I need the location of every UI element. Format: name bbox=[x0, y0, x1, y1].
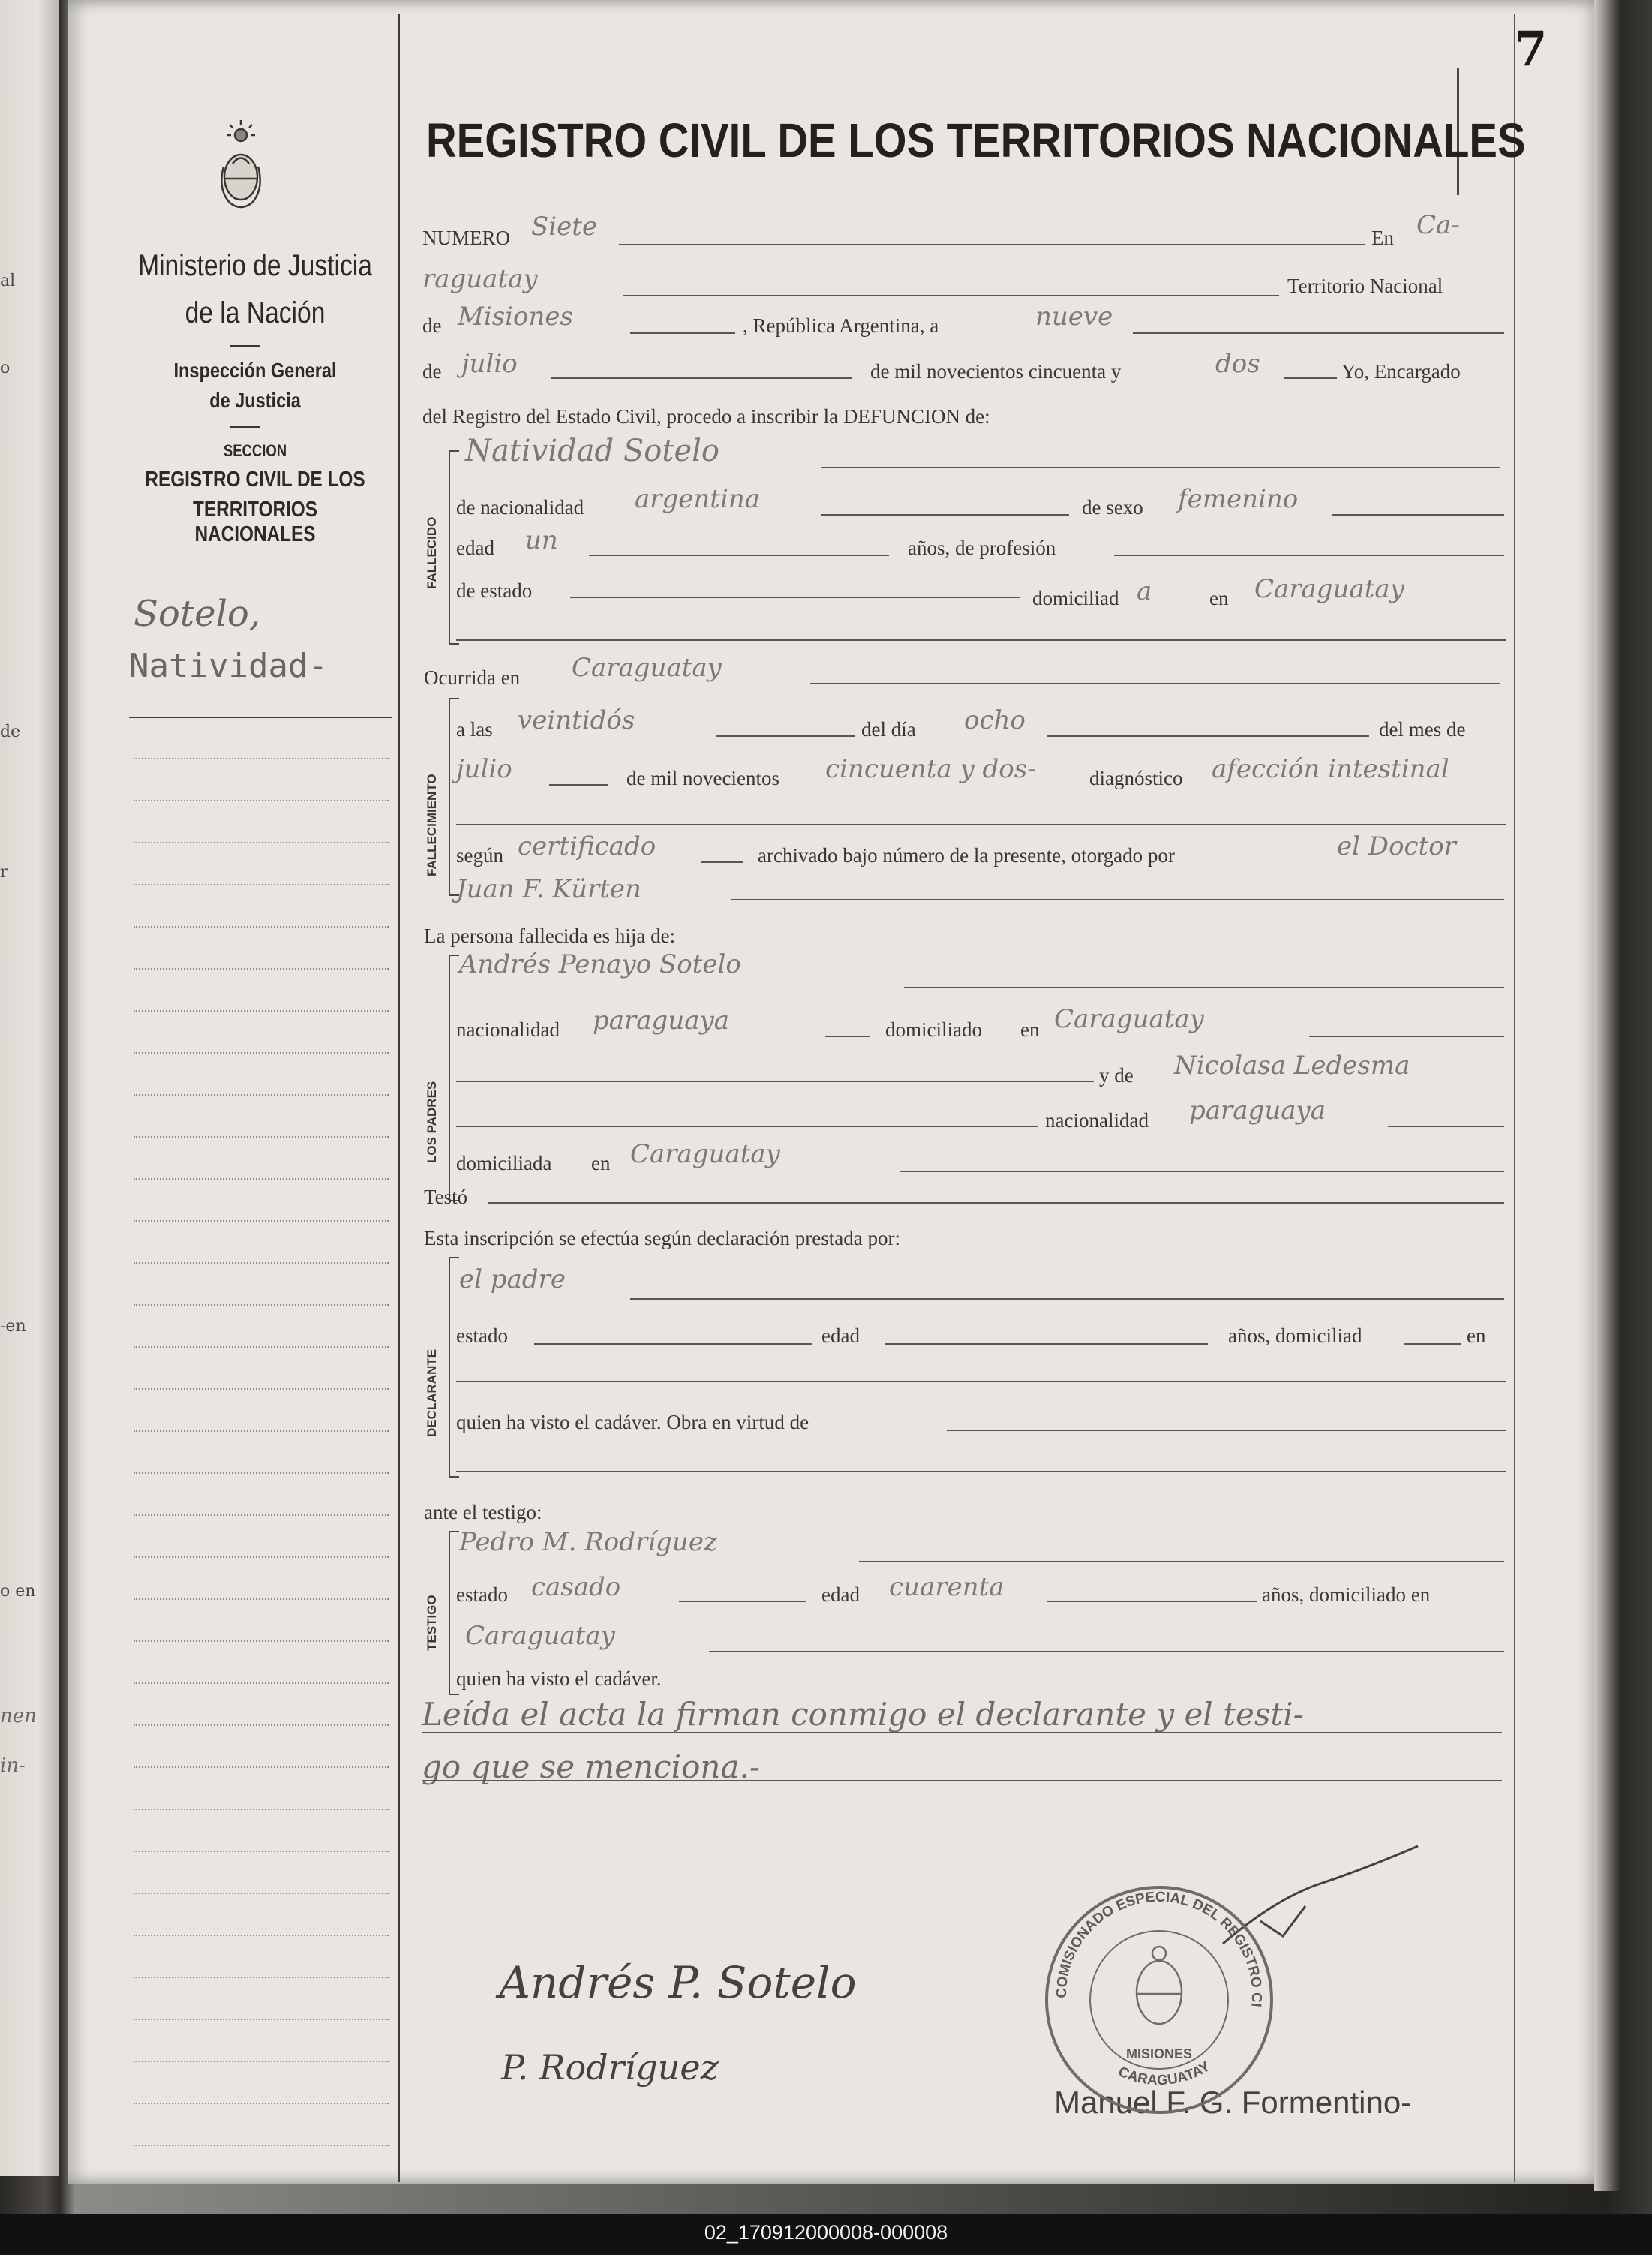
margin-ruled-line bbox=[134, 1724, 389, 1726]
officer-signature: Manuel F. G. Formentino- bbox=[1054, 2085, 1412, 2120]
anos-label: años, de profesión bbox=[908, 537, 1056, 559]
margin-ruled-line bbox=[134, 1262, 389, 1264]
fill-line bbox=[549, 784, 608, 786]
de-label: de bbox=[422, 360, 442, 383]
father-name: Andrés Penayo Sotelo bbox=[459, 949, 741, 979]
estado-label: de estado bbox=[456, 579, 533, 602]
margin-ruled-line bbox=[134, 1977, 389, 1978]
margin-ruled-line bbox=[134, 1178, 389, 1180]
margin-ruled-line bbox=[134, 758, 389, 759]
year-text-label: de mil novecientos cincuenta y bbox=[870, 360, 1122, 383]
left-page-fragment: o bbox=[0, 359, 11, 377]
margin-ruled-line bbox=[134, 926, 389, 928]
section-label-fallecido: FALLECIDO bbox=[425, 516, 439, 589]
y-de-label: y de bbox=[1099, 1064, 1134, 1087]
margin-ruled-line bbox=[134, 1682, 389, 1684]
fill-line bbox=[1047, 1601, 1257, 1602]
fill-line bbox=[570, 597, 1020, 598]
margin-ruled-line bbox=[134, 1766, 389, 1768]
margin-ruled-line bbox=[134, 1220, 389, 1222]
margin-ruled-line bbox=[134, 1598, 389, 1600]
ocurrida-value: Caraguatay bbox=[572, 653, 722, 683]
section-name: TERRITORIOS NACIONALES bbox=[192, 498, 318, 546]
anos-label: años, domiciliad bbox=[1228, 1324, 1362, 1347]
closing-text: Leída el acta la firman conmigo el declarante y el testi- bbox=[422, 1696, 1304, 1733]
ministry-name: Ministerio de Justicia bbox=[138, 249, 372, 282]
edad-label: edad bbox=[821, 1324, 860, 1347]
declarant-name: el padre bbox=[459, 1264, 566, 1294]
section-label-fallecimiento: FALLECIMIENTO bbox=[425, 774, 439, 876]
diagnostico-value: afección intestinal bbox=[1212, 754, 1449, 784]
page-number: 7 bbox=[1514, 21, 1548, 77]
stamp-text-top: COMISIONADO ESPECIAL DEL REGISTRO CI bbox=[1053, 1889, 1265, 2008]
day-value: nueve bbox=[1035, 302, 1113, 332]
inscripcion-label: Esta inscripción se efectúa según declaración prestada por: bbox=[424, 1227, 900, 1249]
fill-line bbox=[709, 1651, 1504, 1652]
margin-ruled-line bbox=[134, 1010, 389, 1012]
margin-ruled-line bbox=[134, 1052, 389, 1054]
dia-value: ocho bbox=[964, 705, 1026, 735]
en-label: en bbox=[1209, 587, 1229, 609]
left-page-fragment: de bbox=[0, 723, 21, 741]
page-title: REGISTRO CIVIL DE LOS TERRITORIOS NACIONALES bbox=[426, 113, 1526, 167]
edad-label: edad bbox=[456, 537, 494, 559]
domicilio-value: Caraguatay bbox=[1254, 574, 1404, 604]
en-label: en bbox=[1020, 1018, 1040, 1041]
margin-ruled-line bbox=[134, 842, 389, 843]
nacionalidad-label: de nacionalidad bbox=[456, 496, 584, 519]
mother-domicilio: Caraguatay bbox=[630, 1139, 780, 1169]
en-label: en bbox=[591, 1152, 611, 1174]
svg-text:COMISIONADO ESPECIAL DEL REGIS bbox=[1039, 1880, 1264, 2008]
diagnostico-label: diagnóstico bbox=[1089, 767, 1183, 789]
fill-line bbox=[947, 1430, 1506, 1431]
margin-ruled-line bbox=[134, 884, 389, 885]
fill-line bbox=[456, 1126, 1038, 1127]
left-page-fragment: r bbox=[0, 863, 8, 882]
section-label: SECCION bbox=[223, 441, 287, 460]
margin-rule bbox=[398, 14, 400, 2182]
visto-label: quien ha visto el cadáver. bbox=[456, 1667, 662, 1690]
image-caption: 02_170912000008-000008 bbox=[704, 2221, 948, 2244]
margin-ruled-line bbox=[134, 800, 389, 801]
archivado-label: archivado bajo número de la presente, otorgado por bbox=[758, 844, 1175, 867]
fill-line bbox=[422, 1732, 1502, 1733]
anio-value: cincuenta y dos- bbox=[825, 754, 1036, 784]
left-page-fragment: in- bbox=[0, 1754, 26, 1777]
left-page-fragment: -en bbox=[0, 1317, 26, 1336]
fill-line bbox=[1114, 555, 1504, 556]
fill-line bbox=[456, 1081, 1094, 1082]
section-name: REGISTRO CIVIL DE LOS bbox=[145, 468, 365, 492]
ocurrida-label: Ocurrida en bbox=[424, 666, 521, 689]
mother-nacionalidad: paraguaya bbox=[1189, 1096, 1326, 1126]
fill-line bbox=[1133, 332, 1504, 334]
segun-value: certificado bbox=[518, 831, 656, 861]
fill-line bbox=[456, 1381, 1506, 1382]
year-value: dos bbox=[1215, 349, 1260, 379]
margin-ruled-line bbox=[134, 1851, 389, 1852]
fill-line bbox=[810, 683, 1500, 684]
fill-line bbox=[716, 735, 855, 737]
left-page-fragment: nen bbox=[0, 1705, 37, 1727]
registro-label: del Registro del Estado Civil, procedo a inscribir la DEFUNCION de: bbox=[422, 405, 990, 428]
fill-line bbox=[900, 1171, 1504, 1172]
place-value: Ca- bbox=[1416, 210, 1460, 240]
margin-ruled-line bbox=[134, 1640, 389, 1642]
margin-ruled-line bbox=[134, 1346, 389, 1348]
margin-ruled-line bbox=[134, 2145, 389, 2146]
month-value: julio bbox=[461, 349, 518, 379]
fill-line bbox=[456, 639, 1506, 641]
margin-ruled-line bbox=[134, 1935, 389, 1936]
left-page-fragment: al bbox=[0, 272, 16, 290]
fill-line bbox=[701, 861, 743, 863]
section-bracket bbox=[449, 1257, 459, 1478]
fill-line bbox=[904, 987, 1504, 988]
declarant-signature: Andrés P. Sotelo bbox=[499, 1957, 857, 2008]
section-label-testigo: TESTIGO bbox=[425, 1595, 439, 1651]
hija-label: La persona fallecida es hija de: bbox=[424, 925, 676, 947]
stamp-text-bottom: CARAGUATAY bbox=[1116, 2058, 1213, 2089]
fill-line bbox=[630, 1298, 1504, 1300]
domiciliada-label: domiciliada bbox=[456, 1152, 552, 1174]
fill-line bbox=[885, 1343, 1208, 1345]
section-label-padres: LOS PADRES bbox=[425, 1081, 439, 1163]
right-rule bbox=[1514, 14, 1515, 2182]
divider bbox=[230, 345, 260, 347]
national-coat-of-arms bbox=[216, 119, 266, 224]
ministry-division: Inspección General bbox=[173, 359, 337, 382]
domiciliado-label: domiciliado bbox=[885, 1018, 982, 1041]
estado-label: estado bbox=[456, 1583, 508, 1606]
visto-label: quien ha visto el cadáver. Obra en virtud de bbox=[456, 1411, 809, 1433]
margin-ruled-line bbox=[134, 2019, 389, 2020]
fill-line bbox=[630, 332, 735, 334]
fill-line bbox=[551, 377, 852, 379]
nacionalidad-label: nacionalidad bbox=[456, 1018, 560, 1041]
witness-estado: casado bbox=[531, 1572, 621, 1602]
fill-line bbox=[488, 1202, 1504, 1204]
closing-text: go que se menciona.- bbox=[422, 1748, 761, 1785]
de-label: de bbox=[422, 314, 442, 337]
mother-name: Nicolasa Ledesma bbox=[1174, 1051, 1410, 1081]
territorio-label: Territorio Nacional bbox=[1287, 275, 1443, 297]
numero-value: Siete bbox=[531, 212, 598, 242]
margin-ruled-line bbox=[134, 1809, 389, 1810]
margin-ruled-line bbox=[134, 1304, 389, 1306]
margin-ruled-line bbox=[134, 1514, 389, 1516]
witness-edad: cuarenta bbox=[889, 1572, 1005, 1602]
numero-label: NUMERO bbox=[422, 227, 511, 249]
witness-domicilio: Caraguatay bbox=[465, 1621, 615, 1651]
registry-stamp bbox=[1039, 1880, 1279, 2120]
margin-ruled-line bbox=[134, 1136, 389, 1138]
fill-line bbox=[1388, 1126, 1504, 1127]
mil-label: de mil novecientos bbox=[626, 767, 779, 789]
hora-value: veintidós bbox=[518, 705, 635, 735]
margin-ruled-line bbox=[134, 2103, 389, 2104]
ministry-name: de la Nación bbox=[185, 296, 326, 329]
estado-label: estado bbox=[456, 1324, 508, 1347]
ministry-division: de Justicia bbox=[209, 389, 301, 412]
divider bbox=[230, 426, 260, 428]
fill-line bbox=[589, 555, 889, 556]
mes-value: julio bbox=[456, 754, 512, 784]
margin-ruled-line bbox=[134, 1430, 389, 1432]
fill-line bbox=[619, 244, 1365, 245]
stamp-text-center: MISIONES bbox=[1125, 2046, 1193, 2061]
anos-label: años, domiciliado en bbox=[1262, 1583, 1431, 1606]
fill-line bbox=[1284, 377, 1337, 379]
fill-line bbox=[1404, 1343, 1461, 1345]
witness-signature: P. Rodríguez bbox=[501, 2047, 719, 2088]
domicilio-label: domiciliad bbox=[1032, 587, 1119, 609]
yo-label: Yo, Encargado bbox=[1341, 360, 1461, 383]
witness-name: Pedro M. Rodríguez bbox=[459, 1527, 717, 1557]
left-page-fragment: o en bbox=[0, 1582, 36, 1601]
deceased-name: Natividad Sotelo bbox=[465, 434, 719, 468]
margin-ruled-line bbox=[134, 2061, 389, 2062]
del-mes-label: del mes de bbox=[1379, 718, 1466, 741]
previous-page-strip bbox=[0, 0, 59, 2176]
fill-line bbox=[422, 1780, 1502, 1781]
nacionalidad-label: nacionalidad bbox=[1045, 1109, 1149, 1132]
father-nacionalidad: paraguaya bbox=[593, 1006, 729, 1036]
en-label: En bbox=[1371, 227, 1394, 249]
margin-ruled-line bbox=[134, 1472, 389, 1474]
fill-line bbox=[1047, 735, 1369, 737]
en-label: en bbox=[1467, 1324, 1486, 1347]
fill-line bbox=[821, 514, 1069, 516]
margin-note-underline bbox=[129, 717, 392, 718]
place-value: raguatay bbox=[422, 264, 538, 294]
margin-note: Sotelo, bbox=[134, 593, 260, 635]
territorio-value: Misiones bbox=[458, 302, 573, 332]
domicilio-suffix: a bbox=[1137, 576, 1152, 606]
sexo-value: femenino bbox=[1178, 484, 1299, 514]
republica-label: , República Argentina, a bbox=[743, 314, 939, 337]
fill-line bbox=[534, 1343, 812, 1345]
doctor-value: el Doctor bbox=[1337, 831, 1456, 861]
fill-line bbox=[825, 1036, 870, 1037]
ante-label: ante el testigo: bbox=[424, 1501, 542, 1523]
fill-line bbox=[456, 1471, 1506, 1472]
segun-label: según bbox=[456, 844, 503, 867]
margin-ruled-line bbox=[134, 1094, 389, 1096]
fill-line bbox=[821, 467, 1500, 468]
fill-line bbox=[1309, 1036, 1504, 1037]
father-domicilio: Caraguatay bbox=[1054, 1004, 1204, 1034]
page-stack-edge bbox=[1594, 0, 1620, 2191]
margin-note: Natividad- bbox=[129, 647, 328, 685]
del-dia-label: del día bbox=[861, 718, 916, 741]
margin-ruled-line bbox=[134, 1388, 389, 1390]
sexo-label: de sexo bbox=[1082, 496, 1143, 519]
doctor-value: Juan F. Kürten bbox=[456, 874, 641, 904]
edad-label: edad bbox=[821, 1583, 860, 1606]
a-las-label: a las bbox=[456, 718, 493, 741]
fill-line bbox=[731, 899, 1504, 900]
fill-line bbox=[859, 1561, 1504, 1562]
nacionalidad-value: argentina bbox=[635, 484, 761, 514]
fill-line bbox=[623, 295, 1279, 296]
section-label-declarante: DECLARANTE bbox=[425, 1348, 439, 1437]
fill-line bbox=[456, 824, 1506, 825]
margin-ruled-line bbox=[134, 1893, 389, 1894]
fill-line bbox=[679, 1601, 806, 1602]
testo-label: Testó bbox=[424, 1186, 468, 1208]
fill-line bbox=[1332, 514, 1504, 516]
margin-ruled-line bbox=[134, 1556, 389, 1558]
margin-ruled-line bbox=[134, 968, 389, 970]
edad-value: un bbox=[525, 525, 558, 555]
